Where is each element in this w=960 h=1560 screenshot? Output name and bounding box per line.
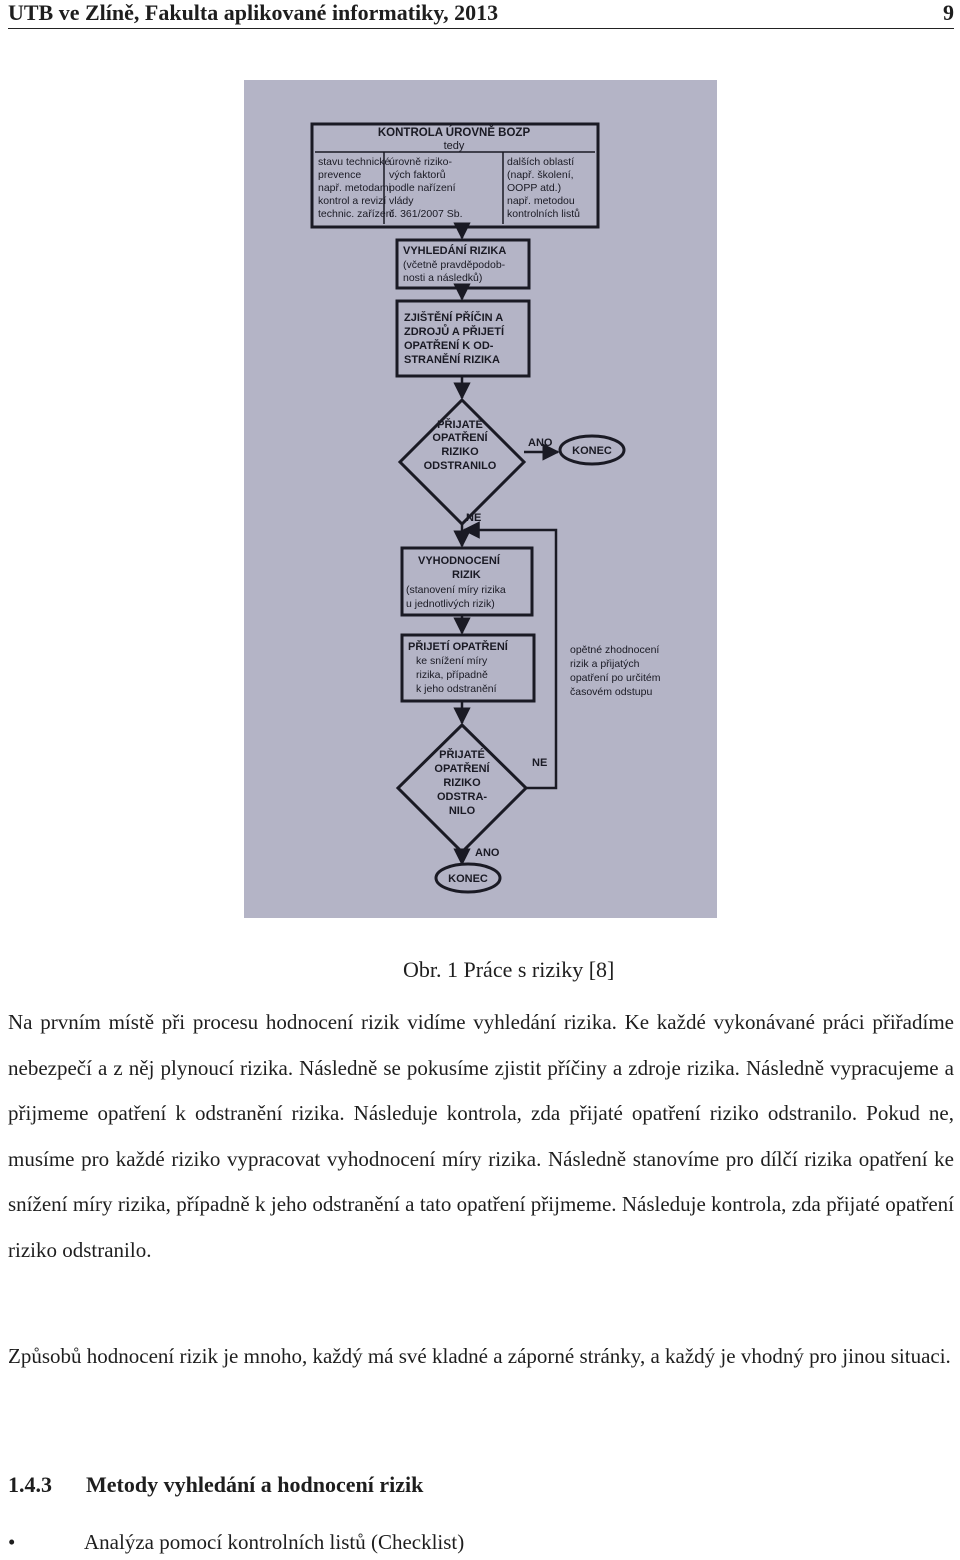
- top-col1-line: prevence: [318, 169, 362, 181]
- side-note-line: opatření po určitém: [570, 672, 661, 684]
- section-heading: [8, 1470, 423, 1500]
- decision-diamond-1: [400, 400, 524, 524]
- eval-box-line: VYHODNOCENÍ: [418, 555, 500, 567]
- diamond2-line: NILO: [448, 805, 476, 817]
- top-col2-line: č. 361/2007 Sb.: [389, 208, 463, 220]
- paragraph-2: Způsobů hodnocení rizik je mnoho, každý má své kladné a záporné stránky, a každý je vhodný pro jinou situaci.: [8, 1344, 951, 1368]
- diamond2-line: RIZIKO: [443, 777, 481, 789]
- side-note-line: opětné zhodnocení: [570, 644, 660, 656]
- diamond1-line: PŘIJATÉ: [437, 419, 483, 431]
- top-col2-line: vých faktorů: [389, 169, 446, 181]
- top-col3-line: OOPP atd.): [507, 182, 562, 194]
- measures-box: [402, 635, 534, 701]
- end-terminal-1: [560, 436, 624, 464]
- page-number: 9: [943, 0, 954, 25]
- diamond2-line: PŘIJATÉ: [439, 749, 485, 761]
- top-col3-line: kontrolních listů: [507, 208, 580, 220]
- causes-box-line: STRANĚNÍ RIZIKA: [404, 354, 500, 366]
- top-col2-line: podle nařízení: [389, 182, 456, 194]
- causes-box-line: ZDROJŮ A PŘIJETÍ: [404, 326, 505, 338]
- top-col1-line: technic. zařízení: [318, 208, 395, 220]
- end-terminal-2: [436, 864, 500, 892]
- bullet-icon: •: [8, 1530, 16, 1554]
- figure-caption: Obr. 1 Práce s riziky [8]: [403, 957, 615, 982]
- search-risk-box: [397, 240, 529, 288]
- section-title: Metody vyhledání a hodnocení rizik: [86, 1472, 424, 1497]
- flowchart-svg: [244, 80, 717, 918]
- search-box-line: (včetně pravděpodob-: [403, 259, 506, 271]
- end-label-1: KONEC: [572, 445, 612, 457]
- measures-box-line: PŘIJETÍ OPATŘENÍ: [408, 641, 508, 653]
- bullet-item: [8, 1527, 464, 1557]
- section-number: 1.4.3: [8, 1472, 52, 1497]
- top-box-title: KONTROLA ÚROVNĚ BOZP: [377, 127, 531, 139]
- diamond1-line: OPATŘENÍ: [432, 432, 488, 444]
- no-label-2: NE: [532, 757, 548, 769]
- eval-box-line: RIZIK: [452, 569, 481, 581]
- diamond1-line: ODSTRANILO: [423, 460, 497, 472]
- search-box-line: nosti a následků): [403, 272, 483, 284]
- diamond2-line: ODSTRA-: [436, 791, 488, 803]
- top-col3-line: např. metodou: [507, 195, 575, 207]
- diamond1-line: RIZIKO: [441, 446, 479, 458]
- causes-box-line: ZJIŠTĚNÍ PŘÍČIN A: [404, 312, 504, 324]
- measures-box-line: ke snížení míry: [416, 655, 488, 667]
- measures-box-line: k jeho odstranění: [416, 683, 497, 695]
- page-header: [8, 0, 954, 29]
- top-col2-line: vlády: [389, 195, 414, 207]
- top-col3-line: (např. školení,: [507, 169, 574, 181]
- eval-box-line: u jednotlivých rizik): [406, 598, 495, 610]
- decision-diamond-2: [398, 725, 526, 852]
- no-label-1: NE: [466, 512, 482, 524]
- side-note-line: časovém odstupu: [570, 686, 653, 698]
- yes-label-1: ANO: [528, 437, 553, 449]
- top-col1-line: stavu technické: [318, 156, 391, 168]
- top-col2-line: úrovně riziko-: [389, 156, 453, 168]
- side-note: [570, 644, 661, 698]
- measures-box-line: rizika, případně: [416, 669, 488, 681]
- side-note-line: rizik a přijatých: [570, 658, 640, 670]
- top-col1-line: např. metodami: [318, 182, 391, 194]
- eval-box-line: (stanovení míry rizika: [406, 584, 506, 596]
- paragraph-1: Na prvním místě při procesu hodnocení rizik vidíme vyhledání rizika. Ke každé vykonávané práci přiřadíme nebezpečí a z něj plynoucí rizika. Následně se pokusíme zjistit příčiny a zdroje rizika. Následně vypracujeme a přijmeme opatření k odstranění rizika. Následuje kontrola, zda přijaté opatření riziko odstranilo. Pokud ne, musíme pro každé riziko vypracovat vyhodnocení míry rizika. Následně stanovíme pro dílčí rizika opatření ke snížení míry rizika, případně k jeho odstranění a tato opatření přijmeme. Následuje kontrola, zda přijaté opatření riziko odstranilo.: [8, 1010, 954, 1262]
- end-label-2: KONEC: [448, 873, 488, 885]
- top-box-subtitle: tedy: [443, 140, 465, 152]
- header-title: UTB ve Zlíně, Fakulta aplikované informatiky, 2013: [8, 0, 499, 25]
- top-col1-line: kontrol a revizí: [318, 195, 387, 207]
- top-col3-line: dalších oblastí: [507, 156, 575, 168]
- causes-box-line: OPATŘENÍ K OD-: [404, 340, 494, 352]
- yes-label-2: ANO: [475, 847, 500, 859]
- bullet-text: Analýza pomocí kontrolních listů (Checklist): [84, 1530, 465, 1554]
- flowchart-figure: [244, 80, 717, 918]
- causes-box: [397, 301, 529, 376]
- top-box: [312, 124, 598, 227]
- evaluation-box: [402, 548, 532, 615]
- search-box-line: VYHLEDÁNÍ RIZIKA: [403, 245, 507, 257]
- diamond2-line: OPATŘENÍ: [434, 763, 490, 775]
